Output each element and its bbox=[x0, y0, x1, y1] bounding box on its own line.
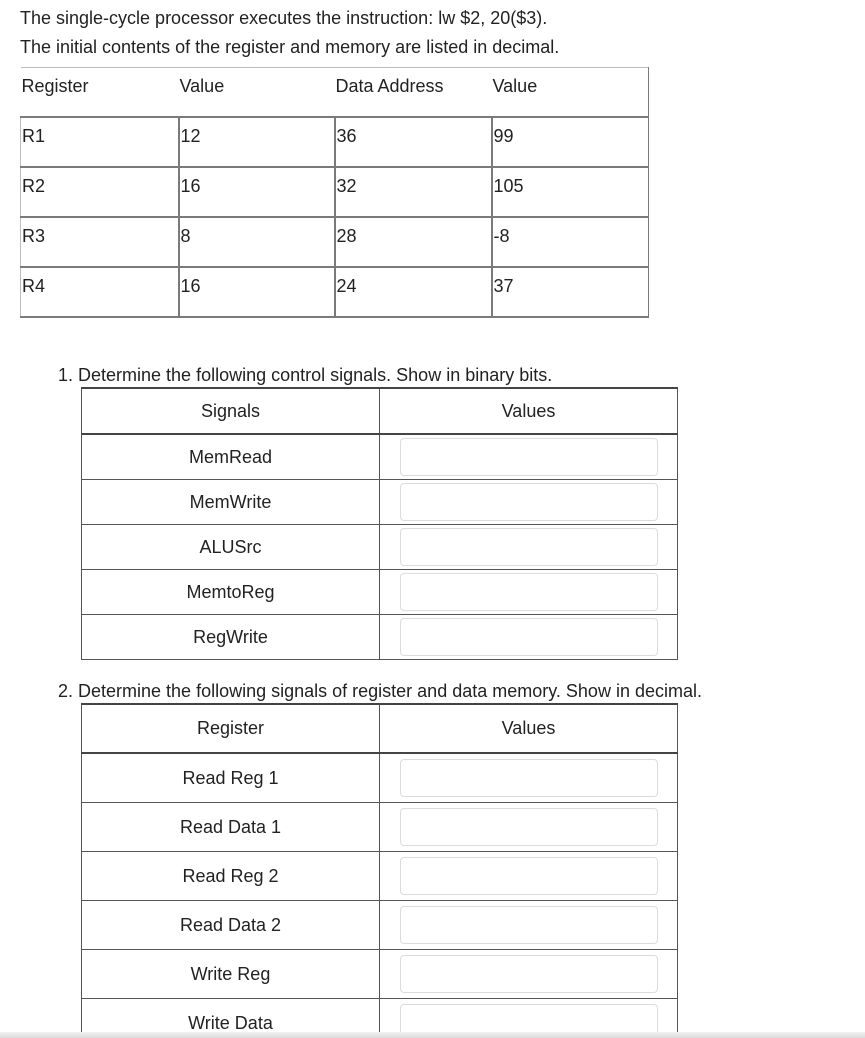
write-reg-input[interactable] bbox=[400, 955, 658, 993]
header-memory-value: Value bbox=[492, 68, 649, 118]
table-row bbox=[82, 480, 678, 525]
read-data-1-input[interactable] bbox=[400, 808, 658, 846]
table-row bbox=[82, 950, 678, 999]
register-value: 16 bbox=[179, 167, 335, 217]
memread-input[interactable] bbox=[400, 438, 658, 476]
table-row bbox=[82, 525, 678, 570]
table-row bbox=[21, 117, 649, 167]
read-reg-2-input[interactable] bbox=[400, 857, 658, 895]
register-name: R1 bbox=[21, 117, 179, 167]
register-value: 8 bbox=[179, 217, 335, 267]
header-values: Values bbox=[380, 388, 678, 434]
table-header-row bbox=[21, 68, 649, 118]
signal-label-read-reg-2: Read Reg 2 bbox=[82, 852, 380, 901]
register-memory-signals-table bbox=[81, 703, 678, 1038]
value-cell bbox=[380, 852, 678, 901]
table-header-row bbox=[82, 704, 678, 753]
value-cell bbox=[380, 803, 678, 852]
register-name: R3 bbox=[21, 217, 179, 267]
value-cell bbox=[380, 480, 678, 525]
data-address: 24 bbox=[335, 267, 492, 317]
header-register-value: Value bbox=[179, 68, 335, 118]
data-address: 28 bbox=[335, 217, 492, 267]
table-row bbox=[82, 901, 678, 950]
register-value: 16 bbox=[179, 267, 335, 317]
question-2-text: 2. Determine the following signals of register and data memory. Show in decimal. bbox=[58, 681, 702, 701]
signal-label-read-data-1: Read Data 1 bbox=[82, 803, 380, 852]
table-row bbox=[82, 803, 678, 852]
memory-value: 105 bbox=[492, 167, 649, 217]
table-header-row bbox=[82, 388, 678, 434]
table-row bbox=[82, 753, 678, 803]
data-address: 36 bbox=[335, 117, 492, 167]
memory-value: 99 bbox=[492, 117, 649, 167]
value-cell bbox=[380, 525, 678, 570]
table-row bbox=[21, 267, 649, 317]
table-row bbox=[21, 217, 649, 267]
value-cell bbox=[380, 753, 678, 803]
page-bottom-edge bbox=[0, 1032, 865, 1038]
intro-initial-contents-text: The initial contents of the register and memory are listed in decimal. bbox=[20, 37, 560, 57]
signal-label-alusrc: ALUSrc bbox=[82, 525, 380, 570]
table-row bbox=[82, 852, 678, 901]
memtoreg-input[interactable] bbox=[400, 573, 658, 611]
register-name: R4 bbox=[21, 267, 179, 317]
header-signals: Signals bbox=[82, 388, 380, 434]
signal-label-memread: MemRead bbox=[82, 434, 380, 480]
read-reg-1-input[interactable] bbox=[400, 759, 658, 797]
data-address: 32 bbox=[335, 167, 492, 217]
signal-label-memtoreg: MemtoReg bbox=[82, 570, 380, 615]
memory-value: -8 bbox=[492, 217, 649, 267]
signal-label-read-reg-1: Read Reg 1 bbox=[82, 753, 380, 803]
table-row bbox=[82, 434, 678, 480]
question-1-text: 1. Determine the following control signals. Show in binary bits. bbox=[58, 365, 553, 385]
control-signals-table bbox=[81, 387, 678, 660]
register-memory-table bbox=[20, 67, 649, 318]
alusrc-input[interactable] bbox=[400, 528, 658, 566]
value-cell bbox=[380, 570, 678, 615]
signal-label-write-reg: Write Reg bbox=[82, 950, 380, 999]
register-name: R2 bbox=[21, 167, 179, 217]
value-cell bbox=[380, 950, 678, 999]
regwrite-input[interactable] bbox=[400, 618, 658, 656]
signal-label-regwrite: RegWrite bbox=[82, 615, 380, 660]
header-register: Register bbox=[21, 68, 179, 118]
signal-label-memwrite: MemWrite bbox=[82, 480, 380, 525]
value-cell bbox=[380, 434, 678, 480]
table-row bbox=[82, 570, 678, 615]
register-value: 12 bbox=[179, 117, 335, 167]
read-data-2-input[interactable] bbox=[400, 906, 658, 944]
header-data-address: Data Address bbox=[335, 68, 492, 118]
memwrite-input[interactable] bbox=[400, 483, 658, 521]
header-register: Register bbox=[82, 704, 380, 753]
value-cell bbox=[380, 615, 678, 660]
header-values: Values bbox=[380, 704, 678, 753]
signal-label-read-data-2: Read Data 2 bbox=[82, 901, 380, 950]
intro-instruction-text: The single-cycle processor executes the instruction: lw $2, 20($3). bbox=[20, 8, 548, 28]
value-cell bbox=[380, 901, 678, 950]
signal-label-write-data: Write Data bbox=[82, 999, 380, 1038]
memory-value: 37 bbox=[492, 267, 649, 317]
table-row bbox=[21, 167, 649, 217]
table-row bbox=[82, 615, 678, 660]
